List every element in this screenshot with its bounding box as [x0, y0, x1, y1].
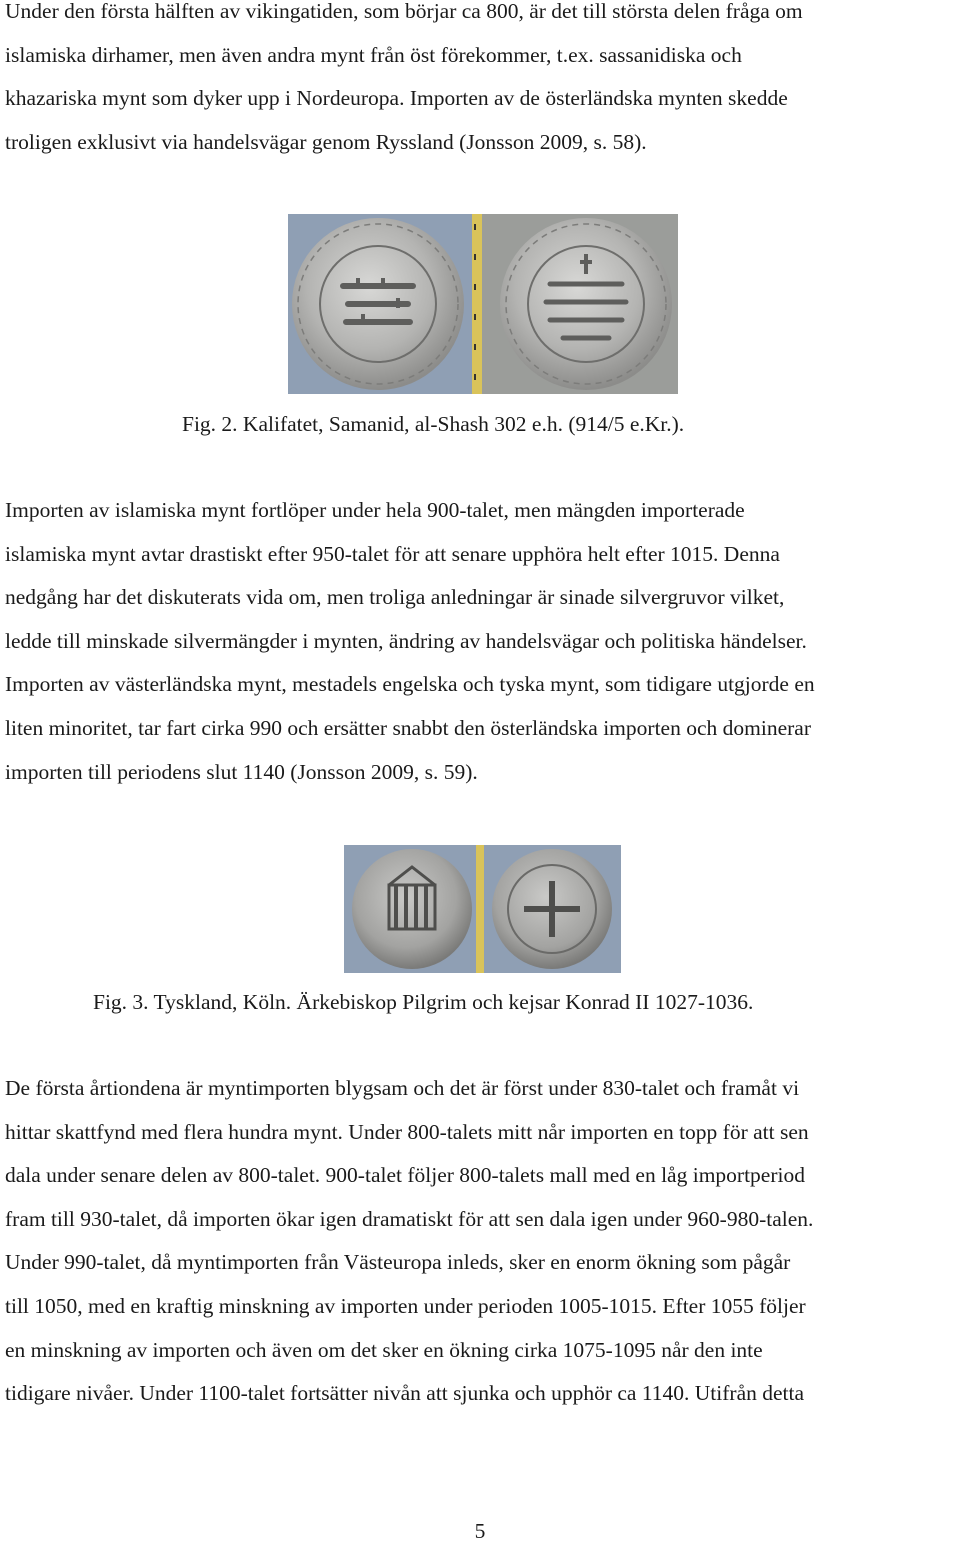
paragraph-line: ledde till minskade silvermängder i mynten, ändring av handelsvägar och politiska händelser. — [5, 628, 807, 653]
paragraph-1 — [5, 0, 960, 164]
dirham-obverse — [292, 218, 464, 390]
pfennig-reverse — [492, 849, 612, 969]
paragraph-line: hittar skattfynd med flera hundra mynt. Under 800-talets mitt når importen en topp för att sen — [5, 1119, 809, 1144]
page-number: 5 — [474, 1519, 486, 1543]
paragraph-line: en minskning av importen och även om det sker en ökning cirka 1075-1095 når den inte — [5, 1337, 763, 1362]
paragraph-line: De första årtiondena är myntimporten blygsam och det är först under 830-talet och framåt vi — [5, 1076, 800, 1100]
figure-2-caption: Fig. 2. Kalifatet, Samanid, al-Shash 302 e.h. (914/5 e.Kr.). — [182, 412, 685, 436]
paragraph-line: khazariska mynt som dyker upp i Nordeuropa. Importen av de österländska mynten skedde — [5, 86, 788, 111]
paragraph-line: nedgång har det diskuterats vida om, men troliga anledningar är sinade silvergruvor vilket, — [5, 585, 785, 610]
paragraph-line: islamiska mynt avtar drastiskt efter 950-talet för att senare upphöra helt efter 1015. Denna — [5, 541, 780, 566]
paragraph-line: Under den första hälften av vikingatiden, som börjar ca 800, är det till största delen fråga om — [5, 0, 803, 23]
paragraph-line: fram till 930-talet, då importen ökar igen dramatiskt för att sen dala igen under 960-980-talen. — [5, 1206, 814, 1231]
paragraph-line: importen till periodens slut 1140 (Jonsson 2009, s. 59). — [5, 759, 478, 784]
paragraph-line: till 1050, med en kraftig minskning av importen under perioden 1005-1015. Efter 1055 följer — [5, 1293, 806, 1318]
figure-3-caption: Fig. 3. Tyskland, Köln. Ärkebiskop Pilgrim och kejsar Konrad II 1027-1036. — [93, 990, 754, 1014]
figure-2-image — [288, 214, 678, 394]
pfennig-obverse — [352, 849, 472, 969]
figure-3-image — [344, 845, 621, 973]
paragraph-line: Importen av islamiska mynt fortlöper under hela 900-talet, men mängden importerade — [5, 498, 745, 522]
paragraph-line: Under 990-talet, då myntimporten från Västeuropa inleds, sker en enorm ökning som pågår — [5, 1250, 791, 1275]
paragraph-line: troligen exklusivt via handelsvägar genom Ryssland (Jonsson 2009, s. 58). — [5, 129, 647, 154]
dirham-reverse — [500, 218, 672, 390]
paragraph-line: dala under senare delen av 800-talet. 900-talet följer 800-talets mall med en låg importperiod — [5, 1163, 805, 1188]
paragraph-line: islamiska dirhamer, men även andra mynt från öst förekommer, t.ex. sassanidiska och — [5, 42, 742, 67]
paragraph-line: tidigare nivåer. Under 1100-talet fortsätter nivån att sjunka och upphör ca 1140. Utifrån detta — [5, 1381, 805, 1406]
paragraph-line: Importen av västerländska mynt, mestadels engelska och tyska mynt, som tidigare utgjorde en — [5, 672, 815, 697]
paragraph-3 — [5, 1067, 960, 1416]
paragraph-line: liten minoritet, tar fart cirka 990 och ersätter snabbt den österländska importen och dominerar — [5, 715, 811, 740]
paragraph-2 — [5, 489, 960, 794]
